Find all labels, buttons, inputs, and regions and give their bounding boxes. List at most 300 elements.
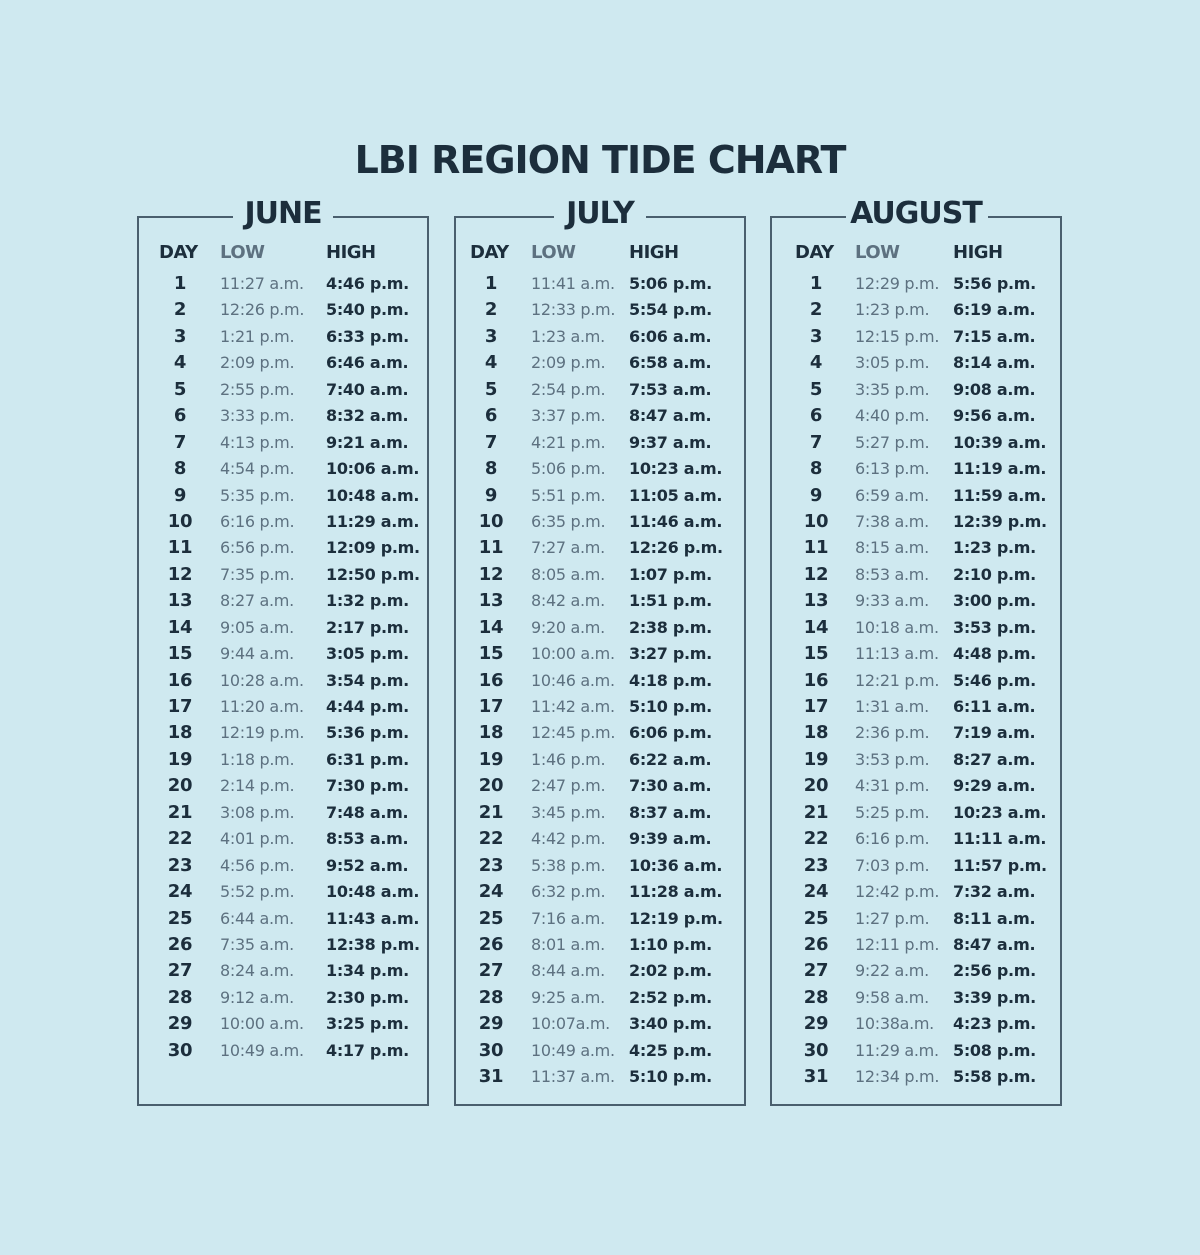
low-tide-cell: 5:06 p.m. xyxy=(531,459,606,479)
high-tide-cell: 5:10 p.m. xyxy=(629,697,712,716)
day-cell: 3 xyxy=(173,325,187,347)
high-tide-cell: 4:23 p.m. xyxy=(953,1014,1036,1034)
low-tide-cell: 7:35 p.m. xyxy=(220,564,295,584)
day-cell: 9 xyxy=(809,484,823,506)
high-tide-cell: 8:47 a.m. xyxy=(629,406,712,426)
day-cell: 27 xyxy=(803,960,829,982)
low-tide-cell: 2:36 p.m. xyxy=(855,723,930,743)
day-cell: 2 xyxy=(173,299,187,321)
high-tide-cell: 6:19 a.m. xyxy=(953,300,1036,320)
high-tide-cell: 8:27 a.m. xyxy=(953,749,1036,769)
column-header-low: LOW xyxy=(220,242,265,263)
high-tide-cell: 5:46 p.m. xyxy=(953,670,1036,690)
high-tide-cell: 6:31 p.m. xyxy=(326,749,409,769)
low-tide-cell: 9:22 a.m. xyxy=(855,961,929,981)
day-cell: 7 xyxy=(173,431,187,453)
table-row xyxy=(456,299,744,325)
day-cell: 24 xyxy=(803,881,829,903)
day-cell: 2 xyxy=(809,299,823,321)
low-tide-cell: 8:05 a.m. xyxy=(531,564,605,584)
column-header-high: HIGH xyxy=(326,242,376,263)
high-tide-cell: 1:23 p.m. xyxy=(953,538,1036,558)
table-row xyxy=(772,352,1060,378)
low-tide-cell: 6:59 a.m. xyxy=(855,485,929,505)
table-row xyxy=(139,881,427,907)
table-row xyxy=(456,352,744,378)
low-tide-cell: 4:54 p.m. xyxy=(220,459,295,479)
low-tide-cell: 9:20 a.m. xyxy=(531,617,605,637)
table-row xyxy=(139,855,427,881)
low-tide-cell: 12:29 p.m. xyxy=(855,274,940,293)
low-tide-cell: 6:16 p.m. xyxy=(220,511,295,531)
low-tide-cell: 10:00 a.m. xyxy=(220,1014,304,1034)
column-header-day: DAY xyxy=(470,242,509,263)
low-tide-cell: 3:35 p.m. xyxy=(855,379,930,399)
high-tide-cell: 4:46 p.m. xyxy=(326,274,409,293)
table-row xyxy=(772,537,1060,563)
high-tide-cell: 1:32 p.m. xyxy=(326,591,409,611)
day-cell: 26 xyxy=(167,933,193,955)
high-tide-cell: 2:56 p.m. xyxy=(953,961,1036,981)
table-row xyxy=(139,828,427,854)
high-tide-cell: 7:48 a.m. xyxy=(326,802,409,822)
table-row xyxy=(139,934,427,960)
high-tide-cell: 12:39 p.m. xyxy=(953,511,1047,531)
day-cell: 30 xyxy=(478,1039,504,1061)
low-tide-cell: 4:21 p.m. xyxy=(531,432,606,452)
table-row xyxy=(139,749,427,775)
day-cell: 27 xyxy=(167,960,193,982)
high-tide-cell: 12:19 p.m. xyxy=(629,908,723,928)
day-cell: 23 xyxy=(803,854,829,876)
low-tide-cell: 11:13 a.m. xyxy=(855,644,939,664)
low-tide-cell: 6:44 a.m. xyxy=(220,908,294,928)
table-row xyxy=(456,511,744,537)
low-tide-cell: 3:33 p.m. xyxy=(220,406,295,426)
day-cell: 26 xyxy=(803,933,829,955)
low-tide-cell: 10:49 a.m. xyxy=(220,1040,304,1060)
table-row xyxy=(772,1040,1060,1066)
low-tide-cell: 11:41 a.m. xyxy=(531,274,615,293)
low-tide-cell: 9:58 a.m. xyxy=(855,987,929,1007)
low-tide-cell: 4:40 p.m. xyxy=(855,406,930,426)
high-tide-cell: 8:11 a.m. xyxy=(953,908,1036,928)
day-cell: 11 xyxy=(478,537,504,559)
table-row xyxy=(772,432,1060,458)
high-tide-cell: 6:06 p.m. xyxy=(629,723,712,743)
high-tide-cell: 6:46 a.m. xyxy=(326,353,409,373)
table-row xyxy=(456,590,744,616)
high-tide-cell: 11:05 a.m. xyxy=(629,485,723,505)
low-tide-cell: 11:37 a.m. xyxy=(531,1067,615,1087)
low-tide-cell: 3:53 p.m. xyxy=(855,749,930,769)
high-tide-cell: 8:37 a.m. xyxy=(629,802,712,822)
high-tide-cell: 7:19 a.m. xyxy=(953,723,1036,743)
high-tide-cell: 2:52 p.m. xyxy=(629,987,712,1007)
table-row xyxy=(772,299,1060,325)
table-row xyxy=(139,485,427,511)
day-cell: 5 xyxy=(484,378,498,400)
day-cell: 20 xyxy=(803,775,829,797)
day-cell: 21 xyxy=(167,801,193,823)
table-row xyxy=(772,617,1060,643)
high-tide-cell: 5:36 p.m. xyxy=(326,723,409,743)
day-cell: 31 xyxy=(803,1066,829,1088)
table-row xyxy=(772,696,1060,722)
low-tide-cell: 10:18 a.m. xyxy=(855,617,939,637)
table-row xyxy=(456,326,744,352)
low-tide-cell: 12:21 p.m. xyxy=(855,670,940,690)
high-tide-cell: 9:37 a.m. xyxy=(629,432,712,452)
table-row xyxy=(139,670,427,696)
day-cell: 25 xyxy=(478,907,504,929)
column-header-high: HIGH xyxy=(953,242,1003,263)
high-tide-cell: 4:25 p.m. xyxy=(629,1040,712,1060)
day-cell: 12 xyxy=(167,563,193,585)
table-row xyxy=(772,987,1060,1013)
table-row xyxy=(772,670,1060,696)
day-cell: 15 xyxy=(478,643,504,665)
low-tide-cell: 4:13 p.m. xyxy=(220,432,295,452)
high-tide-cell: 10:48 a.m. xyxy=(326,882,420,902)
table-row xyxy=(139,511,427,537)
table-row xyxy=(456,458,744,484)
high-tide-cell: 11:46 a.m. xyxy=(629,511,723,531)
low-tide-cell: 6:35 p.m. xyxy=(531,511,606,531)
day-cell: 6 xyxy=(809,405,823,427)
high-tide-cell: 5:08 p.m. xyxy=(953,1040,1036,1060)
low-tide-cell: 3:08 p.m. xyxy=(220,802,295,822)
table-row xyxy=(772,828,1060,854)
low-tide-cell: 10:46 a.m. xyxy=(531,670,615,690)
high-tide-cell: 10:39 a.m. xyxy=(953,432,1047,452)
low-tide-cell: 9:44 a.m. xyxy=(220,644,294,664)
table-row xyxy=(139,432,427,458)
tide-rows xyxy=(772,273,1060,1093)
table-row xyxy=(139,1013,427,1039)
day-cell: 21 xyxy=(803,801,829,823)
day-cell: 23 xyxy=(478,854,504,876)
low-tide-cell: 3:05 p.m. xyxy=(855,353,930,373)
day-cell: 14 xyxy=(803,616,829,638)
table-row xyxy=(772,590,1060,616)
high-tide-cell: 9:52 a.m. xyxy=(326,855,409,875)
high-tide-cell: 4:44 p.m. xyxy=(326,697,409,716)
day-cell: 24 xyxy=(478,881,504,903)
low-tide-cell: 12:15 p.m. xyxy=(855,326,940,346)
table-row xyxy=(139,564,427,590)
table-row xyxy=(139,273,427,299)
low-tide-cell: 7:16 a.m. xyxy=(531,908,605,928)
table-row xyxy=(139,1040,427,1066)
day-cell: 18 xyxy=(478,722,504,744)
high-tide-cell: 10:36 a.m. xyxy=(629,855,723,875)
low-tide-cell: 5:25 p.m. xyxy=(855,802,930,822)
day-cell: 4 xyxy=(809,352,823,374)
table-row xyxy=(139,722,427,748)
low-tide-cell: 11:42 a.m. xyxy=(531,697,615,716)
table-row xyxy=(139,590,427,616)
day-cell: 19 xyxy=(167,748,193,770)
high-tide-cell: 6:33 p.m. xyxy=(326,326,409,346)
table-row xyxy=(139,458,427,484)
high-tide-cell: 3:40 p.m. xyxy=(629,1014,712,1034)
table-row xyxy=(772,802,1060,828)
high-tide-cell: 4:17 p.m. xyxy=(326,1040,409,1060)
high-tide-cell: 1:10 p.m. xyxy=(629,934,712,954)
high-tide-cell: 3:00 p.m. xyxy=(953,591,1036,611)
low-tide-cell: 8:53 a.m. xyxy=(855,564,929,584)
low-tide-cell: 1:27 p.m. xyxy=(855,908,930,928)
low-tide-cell: 1:23 p.m. xyxy=(855,300,930,320)
day-cell: 2 xyxy=(484,299,498,321)
table-row xyxy=(772,934,1060,960)
low-tide-cell: 9:12 a.m. xyxy=(220,987,294,1007)
low-tide-cell: 1:46 p.m. xyxy=(531,749,606,769)
table-row xyxy=(456,696,744,722)
month-panel-june xyxy=(137,196,429,1106)
day-cell: 6 xyxy=(484,405,498,427)
table-row xyxy=(772,326,1060,352)
day-cell: 11 xyxy=(167,537,193,559)
high-tide-cell: 3:39 p.m. xyxy=(953,987,1036,1007)
low-tide-cell: 1:21 p.m. xyxy=(220,326,295,346)
table-row xyxy=(139,352,427,378)
day-cell: 5 xyxy=(809,378,823,400)
low-tide-cell: 2:55 p.m. xyxy=(220,379,295,399)
table-row xyxy=(456,432,744,458)
day-cell: 10 xyxy=(803,510,829,532)
table-row xyxy=(139,326,427,352)
day-cell: 29 xyxy=(803,1013,829,1035)
table-row xyxy=(456,617,744,643)
low-tide-cell: 3:37 p.m. xyxy=(531,406,606,426)
low-tide-cell: 10:00 a.m. xyxy=(531,644,615,664)
day-cell: 17 xyxy=(803,696,829,717)
high-tide-cell: 7:30 p.m. xyxy=(326,776,409,796)
high-tide-cell: 7:40 a.m. xyxy=(326,379,409,399)
low-tide-cell: 12:45 p.m. xyxy=(531,723,616,743)
table-row xyxy=(772,643,1060,669)
day-cell: 22 xyxy=(803,828,829,850)
table-row xyxy=(456,934,744,960)
high-tide-cell: 2:38 p.m. xyxy=(629,617,712,637)
high-tide-cell: 11:28 a.m. xyxy=(629,882,723,902)
table-row xyxy=(139,960,427,986)
high-tide-cell: 9:08 a.m. xyxy=(953,379,1036,399)
day-cell: 1 xyxy=(809,273,823,294)
high-tide-cell: 1:07 p.m. xyxy=(629,564,712,584)
high-tide-cell: 11:29 a.m. xyxy=(326,511,420,531)
table-row xyxy=(139,537,427,563)
high-tide-cell: 3:53 p.m. xyxy=(953,617,1036,637)
month-title: AUGUST xyxy=(850,196,982,231)
day-cell: 1 xyxy=(173,273,187,294)
month-panel-august xyxy=(770,196,1062,1106)
high-tide-cell: 11:11 a.m. xyxy=(953,829,1047,849)
table-row xyxy=(772,775,1060,801)
day-cell: 1 xyxy=(484,273,498,294)
table-row xyxy=(456,881,744,907)
table-row xyxy=(139,405,427,431)
day-cell: 15 xyxy=(803,643,829,665)
day-cell: 12 xyxy=(803,563,829,585)
day-cell: 29 xyxy=(167,1013,193,1035)
low-tide-cell: 11:20 a.m. xyxy=(220,697,304,716)
table-row xyxy=(456,537,744,563)
low-tide-cell: 2:14 p.m. xyxy=(220,776,295,796)
high-tide-cell: 10:06 a.m. xyxy=(326,459,420,479)
high-tide-cell: 12:09 p.m. xyxy=(326,538,420,558)
day-cell: 18 xyxy=(167,722,193,744)
day-cell: 14 xyxy=(167,616,193,638)
table-row xyxy=(456,749,744,775)
low-tide-cell: 2:47 p.m. xyxy=(531,776,606,796)
low-tide-cell: 12:26 p.m. xyxy=(220,300,305,320)
day-cell: 16 xyxy=(167,669,193,691)
tide-rows xyxy=(139,273,427,1066)
high-tide-cell: 1:51 p.m. xyxy=(629,591,712,611)
table-row xyxy=(456,670,744,696)
day-cell: 25 xyxy=(803,907,829,929)
column-header-low: LOW xyxy=(531,242,576,263)
low-tide-cell: 5:52 p.m. xyxy=(220,882,295,902)
day-cell: 29 xyxy=(478,1013,504,1035)
low-tide-cell: 11:29 a.m. xyxy=(855,1040,939,1060)
column-header-low: LOW xyxy=(855,242,900,263)
high-tide-cell: 6:58 a.m. xyxy=(629,353,712,373)
high-tide-cell: 3:05 p.m. xyxy=(326,644,409,664)
table-row xyxy=(456,1066,744,1092)
table-row xyxy=(456,960,744,986)
low-tide-cell: 2:09 p.m. xyxy=(531,353,606,373)
low-tide-cell: 7:38 a.m. xyxy=(855,511,929,531)
day-cell: 8 xyxy=(173,458,187,480)
table-row xyxy=(772,1013,1060,1039)
table-row xyxy=(139,379,427,405)
day-cell: 14 xyxy=(478,616,504,638)
day-cell: 3 xyxy=(809,325,823,347)
high-tide-cell: 11:57 p.m. xyxy=(953,855,1047,875)
low-tide-cell: 7:27 a.m. xyxy=(531,538,605,558)
day-cell: 20 xyxy=(478,775,504,797)
high-tide-cell: 5:06 p.m. xyxy=(629,274,712,293)
high-tide-cell: 12:38 p.m. xyxy=(326,934,420,954)
high-tide-cell: 3:27 p.m. xyxy=(629,644,712,664)
table-row xyxy=(456,908,744,934)
table-row xyxy=(772,511,1060,537)
low-tide-cell: 1:18 p.m. xyxy=(220,749,295,769)
day-cell: 18 xyxy=(803,722,829,744)
column-header-day: DAY xyxy=(795,242,834,263)
high-tide-cell: 7:30 a.m. xyxy=(629,776,712,796)
low-tide-cell: 4:31 p.m. xyxy=(855,776,930,796)
high-tide-cell: 2:30 p.m. xyxy=(326,987,409,1007)
low-tide-cell: 10:38a.m. xyxy=(855,1014,934,1034)
day-cell: 10 xyxy=(167,510,193,532)
day-cell: 13 xyxy=(478,590,504,612)
high-tide-cell: 10:23 a.m. xyxy=(629,459,723,479)
low-tide-cell: 12:11 p.m. xyxy=(855,934,940,954)
low-tide-cell: 10:49 a.m. xyxy=(531,1040,615,1060)
high-tide-cell: 9:21 a.m. xyxy=(326,432,409,452)
low-tide-cell: 12:34 p.m. xyxy=(855,1067,940,1087)
day-cell: 8 xyxy=(484,458,498,480)
day-cell: 17 xyxy=(167,696,193,717)
table-row xyxy=(772,855,1060,881)
low-tide-cell: 8:27 a.m. xyxy=(220,591,294,611)
day-cell: 12 xyxy=(478,563,504,585)
low-tide-cell: 9:33 a.m. xyxy=(855,591,929,611)
day-cell: 5 xyxy=(173,378,187,400)
table-row xyxy=(772,458,1060,484)
day-cell: 7 xyxy=(484,431,498,453)
day-cell: 16 xyxy=(478,669,504,691)
table-row xyxy=(772,881,1060,907)
day-cell: 30 xyxy=(167,1039,193,1061)
high-tide-cell: 8:32 a.m. xyxy=(326,406,409,426)
high-tide-cell: 2:02 p.m. xyxy=(629,961,712,981)
column-header-high: HIGH xyxy=(629,242,679,263)
table-row xyxy=(139,775,427,801)
table-row xyxy=(139,299,427,325)
table-row xyxy=(772,960,1060,986)
day-cell: 31 xyxy=(478,1066,504,1088)
table-row xyxy=(772,908,1060,934)
day-cell: 13 xyxy=(803,590,829,612)
high-tide-cell: 8:14 a.m. xyxy=(953,353,1036,373)
high-tide-cell: 2:10 p.m. xyxy=(953,564,1036,584)
day-cell: 16 xyxy=(803,669,829,691)
page-title: LBI REGION TIDE CHART xyxy=(354,138,846,182)
low-tide-cell: 11:27 a.m. xyxy=(220,274,304,293)
high-tide-cell: 5:54 p.m. xyxy=(629,300,712,320)
table-row xyxy=(456,1040,744,1066)
day-cell: 15 xyxy=(167,643,193,665)
table-row xyxy=(456,273,744,299)
table-row xyxy=(456,722,744,748)
low-tide-cell: 8:15 a.m. xyxy=(855,538,929,558)
day-cell: 25 xyxy=(167,907,193,929)
high-tide-cell: 7:32 a.m. xyxy=(953,882,1036,902)
table-row xyxy=(456,485,744,511)
day-cell: 21 xyxy=(478,801,504,823)
table-row xyxy=(456,643,744,669)
table-row xyxy=(772,564,1060,590)
low-tide-cell: 3:45 p.m. xyxy=(531,802,606,822)
low-tide-cell: 8:44 a.m. xyxy=(531,961,605,981)
high-tide-cell: 9:56 a.m. xyxy=(953,406,1036,426)
low-tide-cell: 5:35 p.m. xyxy=(220,485,295,505)
low-tide-cell: 4:01 p.m. xyxy=(220,829,295,849)
day-cell: 9 xyxy=(173,484,187,506)
tide-rows xyxy=(456,273,744,1093)
table-row xyxy=(456,405,744,431)
low-tide-cell: 7:03 p.m. xyxy=(855,855,930,875)
high-tide-cell: 11:19 a.m. xyxy=(953,459,1047,479)
high-tide-cell: 4:48 p.m. xyxy=(953,644,1036,664)
day-cell: 28 xyxy=(478,986,504,1008)
table-row xyxy=(456,379,744,405)
high-tide-cell: 3:54 p.m. xyxy=(326,670,409,690)
day-cell: 9 xyxy=(484,484,498,506)
day-cell: 22 xyxy=(478,828,504,850)
table-row xyxy=(456,802,744,828)
low-tide-cell: 7:35 a.m. xyxy=(220,934,294,954)
low-tide-cell: 8:42 a.m. xyxy=(531,591,605,611)
month-title: JULY xyxy=(566,196,634,231)
low-tide-cell: 8:24 a.m. xyxy=(220,961,294,981)
